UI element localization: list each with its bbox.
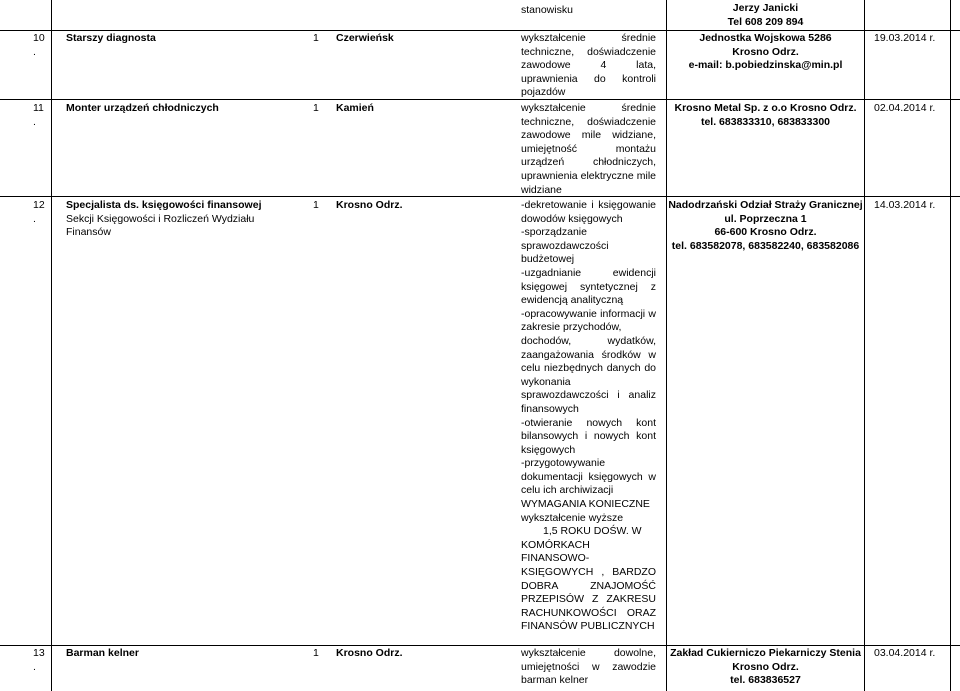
requirement-line: -opracowywanie informacji w <box>521 307 656 320</box>
requirement-line: FINANSÓW PUBLICZNYCH <box>521 620 655 633</box>
column-divider <box>950 0 951 691</box>
requirement-line: -sporządzanie <box>521 226 587 239</box>
posting-date: 14.03.2014 r. <box>874 199 936 211</box>
requirements: wykształcenie dowolne, umiejętności w zawodzie barman kelner <box>521 647 656 687</box>
position-title: Monter urządzeń chłodniczych <box>66 102 219 114</box>
position-title: Starszy diagnosta <box>66 32 156 44</box>
location: Czerwieńsk <box>336 32 394 44</box>
vacancy-count: 1 <box>313 32 319 44</box>
posting-date: 19.03.2014 r. <box>874 32 936 44</box>
row-number: 11 . <box>33 102 44 128</box>
vacancy-count: 1 <box>313 199 319 211</box>
employer: Zakład Cukierniczo Piekarniczy Stenia Krosno Odrz. tel. 683836527 <box>670 647 861 687</box>
requirements: wykształcenie średnie techniczne, doświadczenie zawodowe mile widziane, umiejętność montażu urządzeń chłodniczych, uprawnienia elektryczne mile widziane <box>521 102 656 196</box>
requirements-header-tail: stanowisku <box>521 4 573 16</box>
location: Krosno Odrz. <box>336 647 403 659</box>
requirement-line: zaangażowania środków w <box>521 348 656 361</box>
requirement-line: finansowych <box>521 402 579 415</box>
requirement-line: PRZEPISÓW Z ZAKRESU <box>521 593 656 606</box>
row-number: 10 . <box>33 32 45 58</box>
row-divider <box>0 30 960 31</box>
requirement-line: KOMÓRKACH <box>521 538 590 551</box>
employer: Krosno Metal Sp. z o.o Krosno Odrz. tel. 683833310, 683833300 <box>674 102 857 128</box>
row-divider <box>0 645 960 646</box>
employer: Jednostka Wojskowa 5286 Krosno Odrz. e-mail: b.pobiedzinska@min.pl <box>688 32 843 72</box>
requirement-line: sprawozdawczości i analiz <box>521 389 656 402</box>
requirement-line: 1,5 ROKU DOŚW. W <box>543 525 642 538</box>
employer-line: Jerzy Janicki <box>732 2 799 14</box>
requirement-line: dowodów księgowych <box>521 212 623 225</box>
row-number: 13 . <box>33 647 45 673</box>
location: Kamień <box>336 102 374 114</box>
posting-date: 03.04.2014 r. <box>874 647 936 659</box>
requirement-line: dokumentacji księgowych w <box>521 470 656 483</box>
row-divider <box>0 196 960 197</box>
requirement-line: budżetowej <box>521 253 575 266</box>
position-title: Barman kelner <box>66 647 139 659</box>
employer-header-tail <box>667 2 864 29</box>
requirement-line: WYMAGANIA KONIECZNE <box>521 498 650 511</box>
requirement-line: celu niezbędnych danych do <box>521 362 656 375</box>
requirement-line: DOBRA ZNAJOMOŚĆ <box>521 579 656 592</box>
requirement-line: -uzgadnianie ewidencji <box>521 266 656 279</box>
requirements: wykształcenie średnie techniczne, doświadczenie zawodowe 4 lata, uprawnienia do kontroli pojazdów <box>521 32 656 99</box>
requirement-line: wykształcenie wyższe <box>521 511 624 524</box>
position-title: Specjalista ds. księgowości finansowej Sekcji Księgowości i Rozliczeń Wydziału Finansów <box>66 199 262 239</box>
location: Krosno Odrz. <box>336 199 403 211</box>
requirement-line: celu ich archiwizacji <box>521 484 614 497</box>
requirement-line: wykonania <box>521 375 571 388</box>
requirement-line: FINANSOWO- <box>521 552 590 565</box>
posting-date: 02.04.2014 r. <box>874 102 936 114</box>
requirement-line: dochodów, wydatków, <box>521 334 656 347</box>
requirement-line: KSIĘGOWYCH , BARDZO <box>521 566 656 579</box>
vacancy-count: 1 <box>313 647 319 659</box>
requirement-line: -przygotowywanie <box>521 457 606 470</box>
requirement-line: bilansowych i nowych kont <box>521 430 656 443</box>
column-divider <box>864 0 865 691</box>
vacancy-count: 1 <box>313 102 319 114</box>
employer-line: Tel 608 209 894 <box>727 15 804 28</box>
requirement-line: -otwieranie nowych kont <box>521 416 656 429</box>
employer: Nadodrzański Odział Straży Granicznej ul. Poprzeczna 1 66-600 Krosno Odrz. tel. 683582078, 683582240, 683582086 <box>668 199 863 252</box>
requirement-line: ewidencją analityczną <box>521 294 624 307</box>
row-divider <box>0 99 960 100</box>
requirement-line: księgowych <box>521 443 576 456</box>
requirement-line: księgowej syntetycznej z <box>521 280 656 293</box>
requirement-line: zakresie przychodów, <box>521 321 622 334</box>
row-number: 12 . <box>33 199 45 225</box>
requirement-line: sprawozdawczości <box>521 239 609 252</box>
requirement-line: RACHUNKOWOŚCI ORAZ <box>521 606 656 619</box>
requirements <box>521 199 656 634</box>
requirement-line: -dekretowanie i księgowanie <box>521 199 656 211</box>
